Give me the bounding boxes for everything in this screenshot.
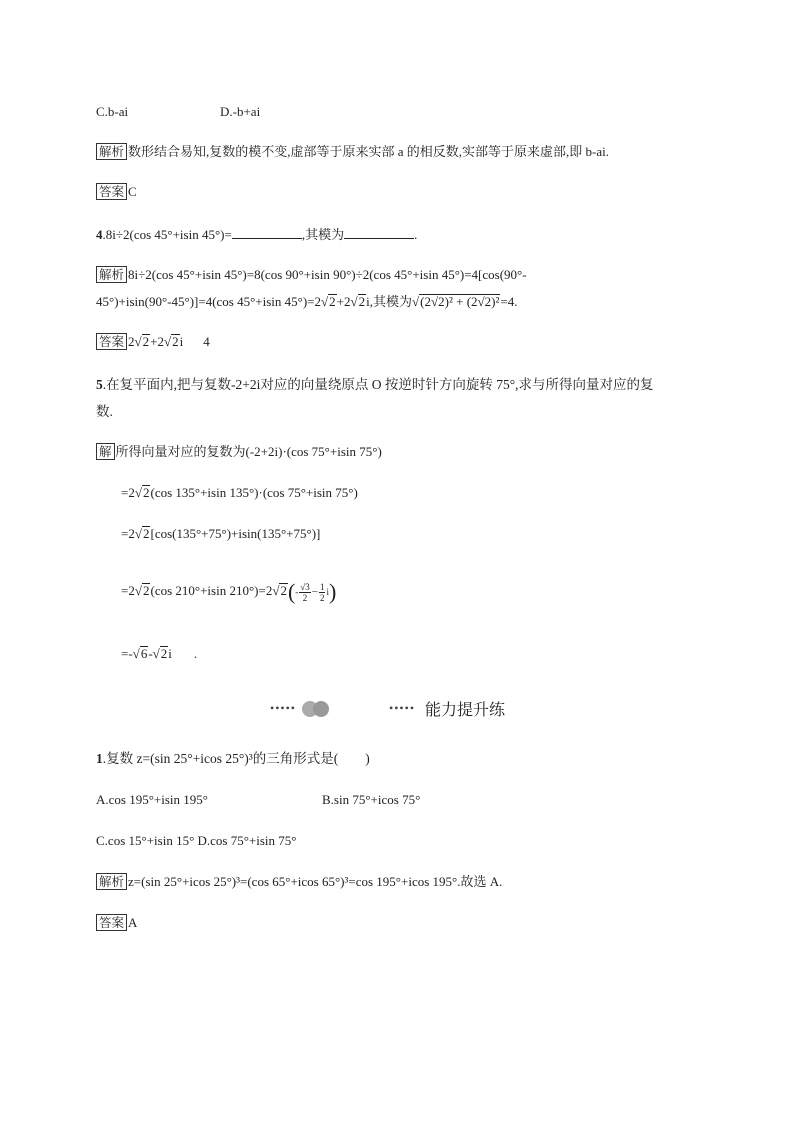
solution-tag: 解 [96, 443, 115, 460]
radicand: 2 [142, 583, 150, 598]
radical-sign: √ [412, 294, 420, 309]
radicand: 6 [140, 646, 148, 661]
radical-sign: √ [152, 646, 160, 661]
solution-text: =2 [121, 485, 135, 500]
radical-sign: √ [134, 526, 142, 541]
analysis-text: 数形结合易知,复数的模不变,虚部等于原来实部 a 的相反数,实部等于原来虚部,即 b-ai. [128, 144, 609, 159]
answer-text: i [179, 334, 184, 349]
p1-options-ab [96, 791, 421, 809]
section-header [270, 697, 505, 720]
q5-solution-step3 [121, 578, 336, 605]
analysis-text: =4. [500, 294, 518, 309]
radical-sign: √ [164, 334, 172, 349]
option-c-d: C.cos 15°+isin 15° D.cos 75°+isin 75° [96, 833, 297, 848]
minus-sign: − [311, 586, 318, 598]
analysis-text: +2 [336, 294, 351, 309]
q3-analysis [96, 143, 609, 161]
imaginary-unit: i [326, 587, 329, 597]
analysis-tag: 解析 [96, 873, 127, 890]
right-paren: ) [328, 579, 337, 605]
solution-text: - [148, 646, 153, 661]
radicand: 2 [142, 334, 150, 349]
question-number: 4 [96, 227, 103, 242]
answer-text: 4 [203, 334, 210, 349]
fraction-1-over-2 [319, 582, 326, 603]
radical-sign: √ [321, 294, 329, 309]
fraction-numerator: 1 [319, 581, 325, 592]
p1-analysis [96, 873, 502, 891]
question-number: 1 [96, 751, 103, 766]
analysis-text: 8i÷2(cos 45°+isin 45°)=8(cos 90°+isin 90°)÷2(cos 45°+isin 45°)=4[cos(90°- [128, 267, 527, 282]
option-c: C.b-ai [96, 104, 129, 119]
q5-solution-step4 [121, 645, 197, 663]
radical-sign: √ [134, 485, 142, 500]
q4-analysis-line1 [96, 266, 527, 284]
solution-text: (cos 210°+isin 210°)=2 [150, 583, 273, 598]
solution-text: =2 [121, 526, 135, 541]
circle-icon [313, 701, 329, 717]
option-a: A.cos 195°+isin 195° [96, 792, 208, 807]
q5-solution-step1 [121, 484, 358, 502]
option-d: D.-b+ai [220, 104, 261, 119]
radicand: 2 [358, 294, 366, 309]
solution-text: 所得向量对应的复数为(-2+2i)·(cos 75°+isin 75°) [115, 444, 382, 459]
solution-text: (cos 135°+isin 135°)·(cos 75°+isin 75°) [150, 485, 358, 500]
solution-text: =2 [121, 583, 135, 598]
q5-solution-step0 [96, 443, 382, 461]
answer-text: +2 [150, 334, 164, 349]
answer-tag: 答案 [96, 333, 127, 350]
fraction-sqrt3-over-2 [299, 582, 310, 603]
option-b: B.sin 75°+icos 75° [322, 792, 421, 807]
radicand: 2 [142, 485, 150, 500]
answer-text: C [128, 184, 137, 199]
q4-answer [96, 333, 210, 351]
question-number: 5 [96, 377, 103, 392]
solution-text: =- [121, 646, 133, 661]
radical-sign: √ [350, 294, 358, 309]
analysis-tag: 解析 [96, 266, 127, 283]
q5-stem-text: .在复平面内,把与复数-2+2i对应的向量绕原点 O 按逆时针方向旋转 75°,求与所得向量对应的复 [102, 377, 654, 392]
radicand: 2 [280, 583, 287, 598]
p1-options-cd [96, 832, 297, 850]
section-title: 能力提升练 [425, 700, 506, 719]
q4-stem-b: ,其模为 [301, 227, 345, 242]
answer-blank-1 [232, 226, 302, 239]
radical-sign: √ [134, 334, 142, 349]
fraction-denominator: 2 [319, 592, 325, 603]
q4-stem-c: . [414, 227, 418, 242]
fraction-denominator: 2 [302, 592, 308, 603]
left-paren: ( [287, 579, 296, 605]
solution-text: i [168, 646, 172, 661]
q3-options [96, 103, 261, 121]
q5-solution-step2 [121, 525, 320, 543]
q4-analysis-line2 [96, 293, 517, 311]
q5-stem-line1 [96, 376, 654, 394]
answer-text: A [128, 915, 138, 930]
analysis-tag: 解析 [96, 143, 127, 160]
section-dots-left: ••••• [270, 701, 297, 715]
modulus-radicand: (2√2)² + (2√2)² [420, 294, 500, 309]
radicand: 2 [329, 294, 336, 309]
q3-answer [96, 183, 137, 201]
answer-tag: 答案 [96, 183, 127, 200]
minus-sign: - [295, 587, 299, 597]
p1-stem [96, 750, 370, 768]
answer-blank-2 [344, 226, 414, 239]
answer-text: 2 [128, 334, 135, 349]
section-icon [302, 701, 329, 717]
fraction-numerator: √3 [300, 581, 310, 592]
radicand: 2 [142, 526, 150, 541]
solution-text: . [193, 646, 198, 661]
radical-sign: √ [272, 583, 280, 598]
p1-stem-text: .复数 z=(sin 25°+icos 25°)³的三角形式是( ) [102, 751, 370, 766]
q4-stem [96, 226, 417, 244]
answer-tag: 答案 [96, 914, 127, 931]
p1-answer [96, 914, 137, 932]
q5-stem-line2 [96, 403, 113, 421]
radical-sign: √ [132, 646, 140, 661]
radicand: 2 [172, 334, 179, 349]
radical-sign: √ [134, 583, 142, 598]
analysis-text: z=(sin 25°+icos 25°)³=(cos 65°+icos 65°)³=cos 195°+icos 195°.故选 A. [128, 874, 503, 889]
solution-text: [cos(135°+75°)+isin(135°+75°)] [150, 526, 321, 541]
analysis-text: i,其模为 [366, 294, 413, 309]
q4-stem-a: .8i÷2(cos 45°+isin 45°)= [102, 227, 232, 242]
analysis-text: 45°)+isin(90°-45°)]=4(cos 45°+isin 45°)=2 [96, 294, 322, 309]
q5-stem-text: 数. [96, 404, 113, 419]
radicand: 2 [160, 646, 168, 661]
section-dots-right: ••••• [389, 701, 416, 715]
